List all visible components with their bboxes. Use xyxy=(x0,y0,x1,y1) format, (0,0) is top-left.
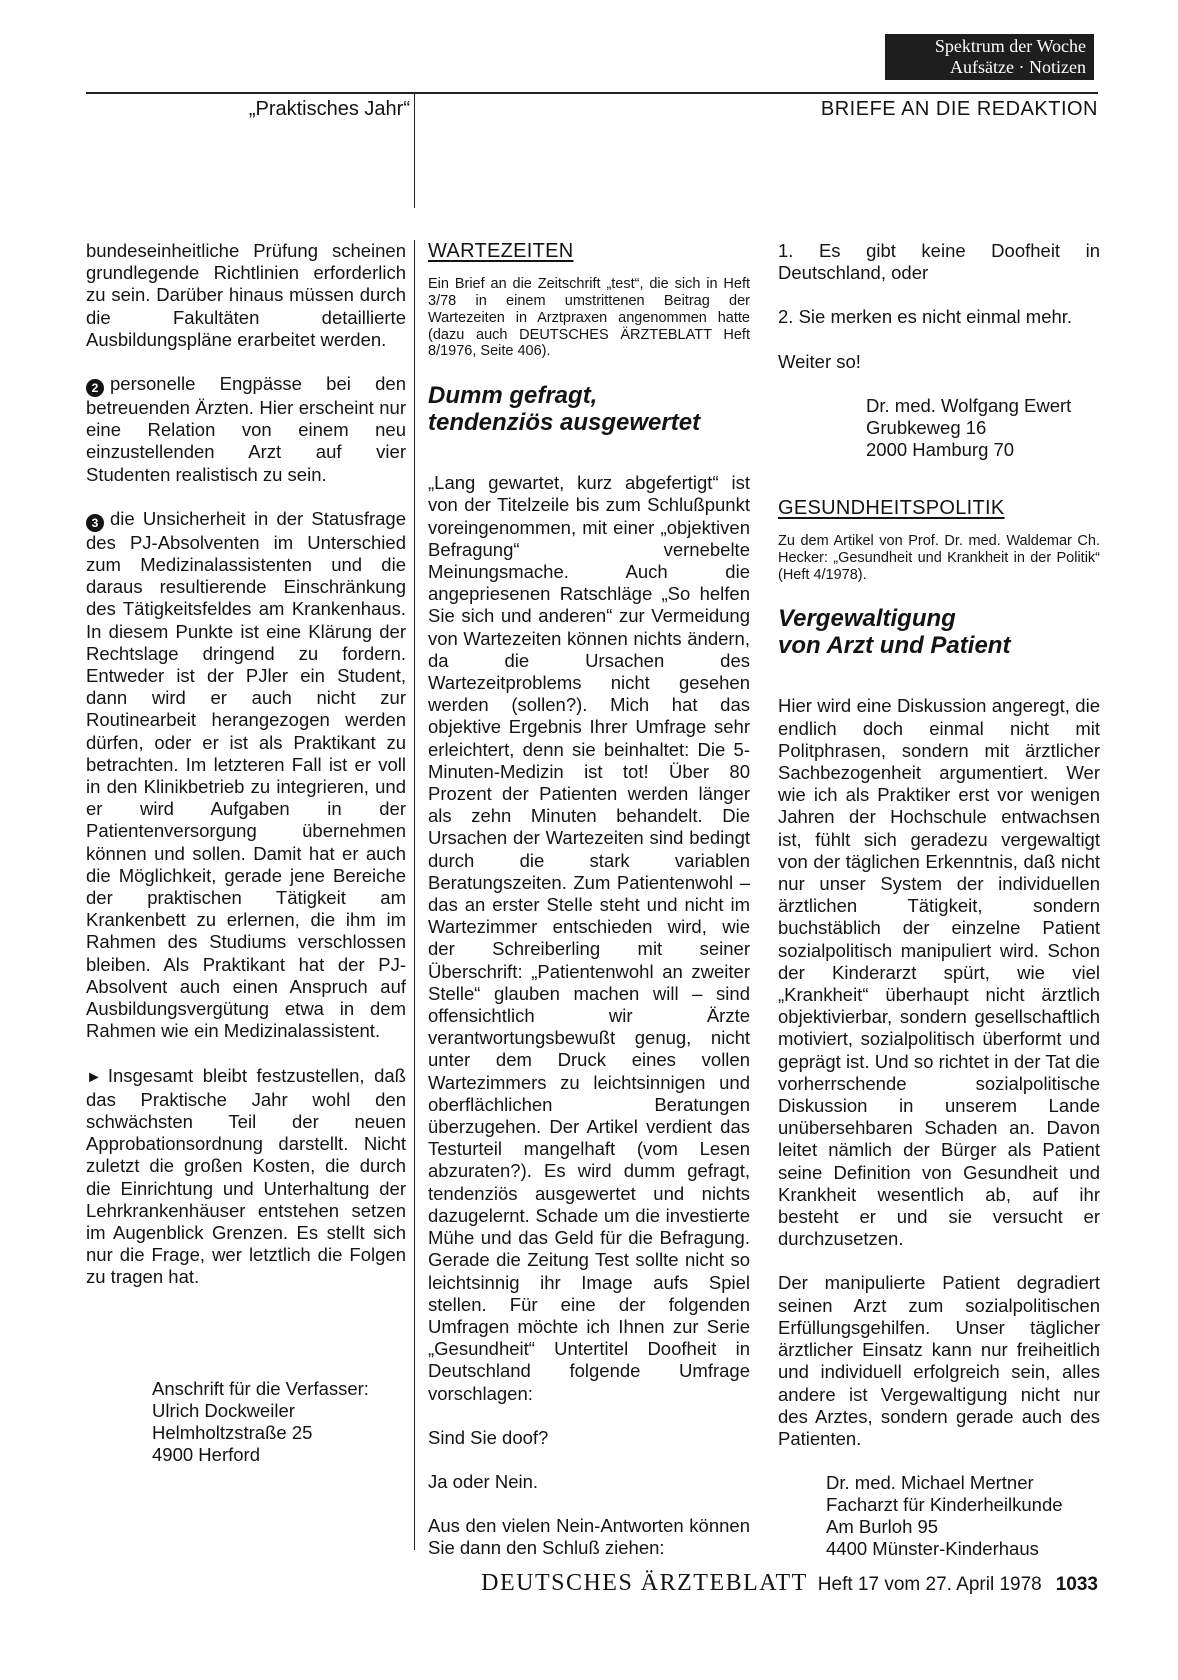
letter-intro: Zu dem Artikel von Prof. Dr. med. Waldemar Ch. Hecker: „Gesundheit und Krankheit in der Politik“ (Heft 4/1978). xyxy=(778,533,1100,583)
header-rule xyxy=(86,92,1098,94)
address-line: 4900 Herford xyxy=(152,1444,260,1465)
paragraph: bundeseinheitliche Prüfung scheinen grundlegende Richtlinien erforderlich zu sein. Darüber hinaus müssen durch die Fakultäten detaillierte Ausbildungspläne erarbeitet werden. xyxy=(86,240,406,350)
running-head-left: „Praktisches Jahr“ xyxy=(248,98,410,120)
page-footer xyxy=(470,1570,1098,1597)
section-title-gesundheitspolitik: GESUNDHEITSPOLITIK xyxy=(778,496,1005,519)
address-line: Am Burloh 95 xyxy=(826,1516,939,1538)
address-line: Ulrich Dockweiler xyxy=(152,1400,295,1421)
author-address-2 xyxy=(866,395,1178,461)
conclusion-paragraph xyxy=(86,1065,406,1289)
address-line: Dr. med. Michael Mertner xyxy=(826,1472,1034,1494)
headline-line: von Arzt und Patient xyxy=(778,632,1011,660)
section-label-line2: Aufsätze · Notizen xyxy=(950,57,1086,77)
column-1 xyxy=(86,240,406,1311)
author-address-1 xyxy=(152,1378,369,1466)
column-2 xyxy=(428,240,750,1582)
address-line: Grubkeweg 16 xyxy=(866,416,987,438)
closing-line: Weiter so! xyxy=(778,350,861,372)
address-line: 4400 Münster-Kinderhaus xyxy=(826,1538,1039,1560)
triangle-arrow-icon: ► xyxy=(86,1068,102,1086)
question-line: Sind Sie doof? xyxy=(428,1426,549,1448)
paragraph: Hier wird eine Diskussion angeregt, die endlich doch einmal nicht mit Politphrasen, sondern mit ärztlicher Sachbezogenheit argumentiert. Wer wie ich als Praktiker erst vor wenigen Jahren der Hochschule entwachsen ist, fühlt sich geradezu vergewaltigt von der täglichen Erkenntnis, daß nicht nur unser System der individuellen ärztlichen Tätigkeit, sondern buchstäblich der einzelne Patient sozialpolitisch manipuliert wird. Schon der Kinderarzt spürt, wie viel „Krankheit“ überhaupt nicht ärztlich objektivierbar, sondern gesellschaftlich motiviert, sozialpolitisch überformt und geprägt ist. Und so richtet in der Tat die vorherrschende sozialpolitische Diskussion in unserem Lande unübersehbaren Schaden an. Davon leitet nämlich der Bürger als Patient seine Definition von Gesundheit und Krankheit wesentlich ab, auf ihr besteht er und sie versucht er durchzusetzen. xyxy=(778,695,1100,1250)
address-line: Helmholtzstraße 25 xyxy=(152,1422,313,1443)
paragraph: „Lang gewartet, kurz abgefertigt“ ist von der Titelzeile bis zum Schlußpunkt voreingenommen, mit einer „objektiven Befragung“ vernebelte Meinungsmache. Auch die angepriesenen Ratschläge „So helfen Sie sich und anderen“ zur Vermeidung von Wartezeiten können nichts ändern, da die Ursachen des Wartezeitproblems nicht gesehen werden (sollen?). Mich hat das objektive Ergebnis Ihrer Umfrage sehr erleichtert, denn sie beinhaltet: Die 5-Minuten-Medizin ist tot! Über 80 Prozent der Patienten werden länger als zehn Minuten behandelt. Die Ursachen der Wartezeiten sind bedingt durch die stark variablen Beratungszeiten. Zum Patientenwohl – das an erster Stelle steht und nicht im Wartezimmer entschieden wird, wie der Schreiberling mit seiner Überschrift: „Patientenwohl an zweiter Stelle“ glauben machen will – sind offensichtlich wir Ärzte verantwortungsbewußt genug, nicht unter dem Druck eines vollen Wartezimmers zu leichtsinnigen und oberflächlichen Beratungen überzugehen. Der Artikel verdient das Testurteil mangelhaft (vom Lesen abzuraten?). Es wird dumm gefragt, tendenziös ausgewertet und nichts dazugelernt. Schade um die investierte Mühe und das Geld für die Befragung. Gerade die Zeitung Test sollte nicht so leichtsinnig ihr Image aufs Spiel stellen. Für eine der folgenden Umfragen möchte ich Ihnen zur Serie „Gesundheit“ Untertitel Doofheit in Deutschland folgende Umfrage vorschlagen: xyxy=(428,472,750,1404)
address-line: Facharzt für Kinderheilkunde xyxy=(826,1494,1063,1516)
section-label-box xyxy=(885,34,1094,80)
headline-line: Dumm gefragt, xyxy=(428,382,598,410)
section-label-line1: Spektrum der Woche xyxy=(934,36,1086,56)
number-3-icon: 3 xyxy=(86,514,104,532)
number-2-icon: 2 xyxy=(86,379,104,397)
letter-headline xyxy=(428,382,750,436)
column-3 xyxy=(778,240,1100,1560)
address-line: Dr. med. Wolfgang Ewert xyxy=(866,394,1072,416)
section-title-wartezeiten: WARTEZEITEN xyxy=(428,240,574,262)
issue-info: Heft 17 vom 27. April 1978 xyxy=(817,1574,1042,1595)
magazine-name: DEUTSCHES ÄRZTEBLATT xyxy=(481,1570,808,1596)
column-divider-top xyxy=(414,92,415,208)
answer-line: Ja oder Nein. xyxy=(428,1470,539,1492)
page-number: 1033 xyxy=(1055,1574,1098,1595)
letter-headline xyxy=(778,605,1100,659)
list-line-2: 2. Sie merken es nicht einmal mehr. xyxy=(778,306,1073,328)
list-item-text: die Unsicherheit in der Statusfrage des PJ-Absolventen im Unterschied zum Medizinalassistenten und die daraus resultierende Einschränkung des Tätigkeitsfeldes am Krankenhaus. In diesem Punkte ist eine Klärung der Rechtslage dringend zu fordern. Entweder ist der PJler ein Student, dann wird er auch nicht zur Routinearbeit herangezogen werden dürfen, oder er ist als Praktikant zu betrachten. Im letzteren Fall ist er voll in den Klinikbetrieb zu integrieren, und er wird Aufgaben in der Patientenversorgung übernehmen können und sollen. Damit hat er auch die Möglichkeit, gerade jene Bereiche der praktischen Tätigkeit am Krankenbett zu erlernen, die ihm im Rahmen des Studiums verschlossen bleiben. Als Praktikant hat der PJ-Absolvent auch einen Anspruch auf Ausbildungsvergütung etwa in dem Rahmen wie ein Medizinalassistent. xyxy=(86,507,406,1042)
address-line: Anschrift für die Verfasser: xyxy=(152,1378,369,1399)
headline-line: tendenziös ausgewertet xyxy=(428,409,701,437)
paragraph: Der manipulierte Patient degradiert seinen Arzt zum sozialpolitischen Erfüllungsgehilfen. Unser täglicher ärztlicher Einsatz kann nur freiheitlich und individuell erfolgreich sein, alles andere ist Vergewaltigung nicht nur des Arztes, sondern gerade auch des Patienten. xyxy=(778,1272,1100,1449)
list-item-2 xyxy=(86,373,406,486)
list-item-3 xyxy=(86,508,406,1043)
headline-line: Vergewaltigung xyxy=(778,605,956,633)
letter-intro: Ein Brief an die Zeitschrift „test“, die sich in Heft 3/78 in einem umstrittenen Beitrag der Wartezeiten in Arztpraxen angenommen hatte (dazu auch DEUTSCHES ÄRZTEBLATT Heft 8/1976, Seite 406). xyxy=(428,276,750,360)
address-line: 2000 Hamburg 70 xyxy=(866,438,1015,460)
conclusion-text: Insgesamt bleibt festzustellen, daß das Praktische Jahr wohl den schwächsten Teil der neuen Approbationsordnung darstellt. Nicht zuletzt die großen Kosten, die durch die Einrichtung und Unterhaltung der Lehrkrankenhäuser entstehen setzen im Augenblick Grenzen. Es stellt sich nur die Frage, wer letztlich die Folgen zu tragen hat. xyxy=(86,1064,406,1288)
list-line-1: 1. Es gibt keine Doofheit in Deutschland, oder xyxy=(778,240,1100,284)
list-item-text: personelle Engpässe bei den betreuenden Ärzten. Hier erscheint nur eine Relation von einem neu einzustellenden Arzt auf vier Studenten realistisch zu sein. xyxy=(86,373,406,485)
running-head-right: BRIEFE AN DIE REDAKTION xyxy=(820,98,1098,120)
paragraph: Aus den vielen Nein-Antworten können Sie dann den Schluß ziehen: xyxy=(428,1515,750,1559)
column-divider xyxy=(414,240,415,1550)
author-address-3 xyxy=(826,1472,1148,1560)
